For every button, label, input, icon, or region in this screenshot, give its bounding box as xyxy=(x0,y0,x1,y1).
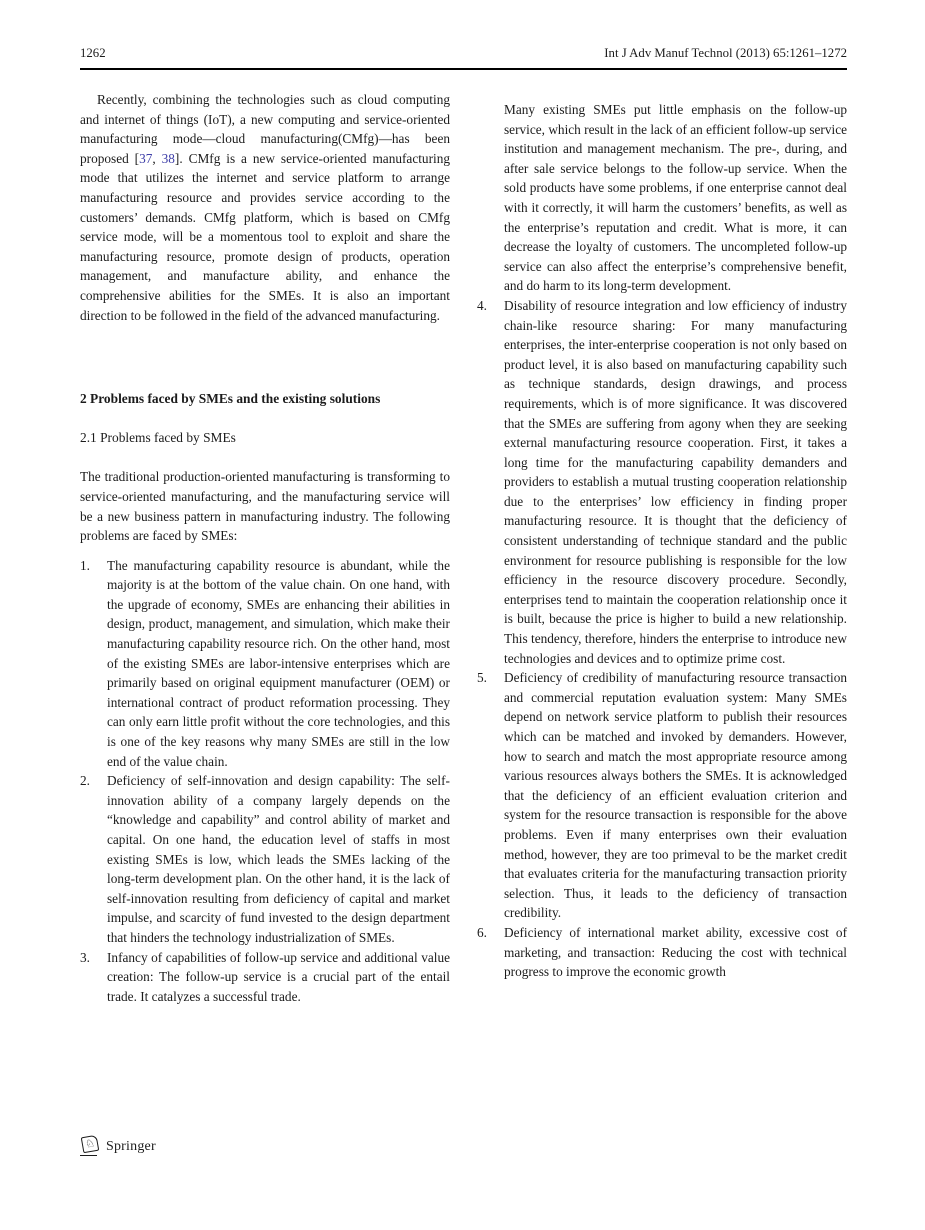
page-header xyxy=(80,46,847,61)
list-item-5-number: 5. xyxy=(477,670,487,686)
list-item-6-text: Deficiency of international market ability, excessive cost of marketing, and transaction: Reducing the cost with technical progress to improve the economic growth xyxy=(504,924,847,980)
list-item-3-continuation-gutter xyxy=(477,100,504,296)
springer-horse-icon: ♘ xyxy=(80,1136,99,1157)
section-heading-2: 2 Problems faced by SMEs and the existing solutions xyxy=(80,391,381,407)
list-item-2 xyxy=(80,771,450,947)
paragraph-intro xyxy=(80,90,450,325)
subsection-heading-2-1: 2.1 Problems faced by SMEs xyxy=(80,429,236,445)
two-column-body xyxy=(80,90,847,1006)
intro-text-before: Recently, combining the technologies such as cloud computing and internet of things (IoT), a new computing and service-oriented manufacturing mode—cloud manufacturing(CMfg)—has been proposed [ xyxy=(80,92,450,166)
intro-text-after: ]. CMfg is a new service-oriented manufacturing mode that utilizes the internet and service platform to arrange manufacturing resource and provides service according to the customers’ demands. CMfg platform, which is based on CMfg service mode, will be a momentous tool to exploit and share the manufacturing resource, promote design of products, operation management, and manufacture ability, and enhance the comprehensive abilities for the SMEs. It is also an important direction to be followed in the field of the advanced manufacturing. xyxy=(80,150,450,323)
citation-separator: , xyxy=(152,150,162,166)
list-item-4-text: Disability of resource integration and low efficiency of industry chain-like resource sharing: For many manufacturing enterprises, the inter-enterprise cooperation is not only based on product level, it is also based on manufacturing capability such as technique standards, design drawings, and process requirements, which is of more significance. It was discovered that the SMEs are suffering from agony when they are seeking external manufacturing resource cooperation. First, it takes a long time for the manufacturing capability demanders and providers to establish a mutual trusting cooperation relationship due to the enterprises’ low efficiency in finding proper manufacturing resource. It is thought that the deficiency of consistent understanding of technique standard and the public environment for resource publishing is responsible for the low efficiency in the resource discovery procedure. Secondly, enterprises tend to maintain the cooperation relationship once it is built, because the price is higher to build a new relationship. This tendency, therefore, hinders the enterprise to introduce new technologies and devices and to optimize prime cost. xyxy=(504,297,847,666)
list-item-2-text: Deficiency of self-innovation and design capability: The self-innovation ability of a company largely depends on the “knowledge and capability” and control ability of market and capital. On one hand, the education level of staffs in most existing SMEs is low, which leads the SMEs lacking of the long-term development plan. On the other hand, it is the lack of self-innovation resulting from deficiency of capital and market impulse, and scarcity of fund invested to the design department that hinders the technology industrialization of SMEs. xyxy=(107,773,450,945)
citation-link-38[interactable]: 38 xyxy=(161,150,175,166)
list-item-1 xyxy=(80,556,450,772)
publisher-name: Springer xyxy=(106,1138,156,1154)
list-item-4 xyxy=(477,296,847,668)
list-item-3-continuation xyxy=(477,100,847,296)
list-item-6-number: 6. xyxy=(477,924,487,940)
list-item-1-number: 1. xyxy=(80,557,90,573)
list-item-6 xyxy=(477,923,847,982)
list-item-3-number: 3. xyxy=(80,949,90,965)
journal-reference: Int J Adv Manuf Technol (2013) 65:1261–1272 xyxy=(604,46,847,60)
list-item-3 xyxy=(80,948,450,1007)
list-item-3-continuation-text: Many existing SMEs put little emphasis on the follow-up service, which result in the lack of an efficient follow-up service institution and management mechanism. The pre-, during, and after sale service belongs to the follow-up service. When the sold products have some problems, if one enterprise cannot deal with it correctly, it will harm the customers’ benefits, as well as the enterprise’s reputation and credit. What is more, it can decrease the loyalty of customers. The uncompleted follow-up service can also affect the enterprise’s comprehensive benefit, and do harm to its long-term development. xyxy=(504,102,847,294)
right-column xyxy=(477,90,847,1006)
page-number: 1262 xyxy=(80,46,106,60)
problems-list-right xyxy=(477,100,847,982)
list-item-4-number: 4. xyxy=(477,297,487,313)
left-column xyxy=(80,90,450,1006)
list-item-3-text: Infancy of capabilities of follow-up service and additional value creation: The follow-up service is a crucial part of the entail trade. It catalyzes a successful trade. xyxy=(107,949,450,1004)
paragraph-problems-intro: The traditional production-oriented manufacturing is transforming to service-oriented manufacturing, and the manufacturing service will be a new business pattern in manufacturing industry. The following problems are faced by SMEs: xyxy=(80,469,450,544)
list-item-1-text: The manufacturing capability resource is abundant, while the majority is at the bottom of the value chain. On one hand, with the upgrade of economy, SMEs are enhancing their abilities in design, product, management, and simulation, which make their manufacturing capability resource rich. On the other hand, most of the existing SMEs are labor-intensive enterprises which are primarily based on original equipment manufacturer (OEM) or international contract of product reformation processing. They can only earn little profit without the core technologies, and this is one of the key reasons why many SMEs are still in the low end of the value chain. xyxy=(107,557,450,769)
problems-list-left xyxy=(80,556,450,1007)
list-item-5 xyxy=(477,668,847,923)
citation-link-37[interactable]: 37 xyxy=(139,150,153,166)
header-rule xyxy=(80,68,847,70)
list-item-2-number: 2. xyxy=(80,773,90,789)
list-item-5-text: Deficiency of credibility of manufacturing resource transaction and commercial reputation evaluation system: Many SMEs depend on network service platform to publish their resources which can be matched and invoked by demanders. However, how to search and match the most appropriate resource among various resources always bothers the SMEs. It is acknowledged that the deficiency of an efficient evaluation criterion and system for the resource transaction is responsible for the above problems. Even if many enterprises own their evaluation method, however, they are too primeval to be the market credit that evaluates criteria for the manufacturing transaction priority selection. Thus, it leads to the deficiency of transaction credibility. xyxy=(504,670,847,921)
publisher-footer xyxy=(80,1136,156,1157)
